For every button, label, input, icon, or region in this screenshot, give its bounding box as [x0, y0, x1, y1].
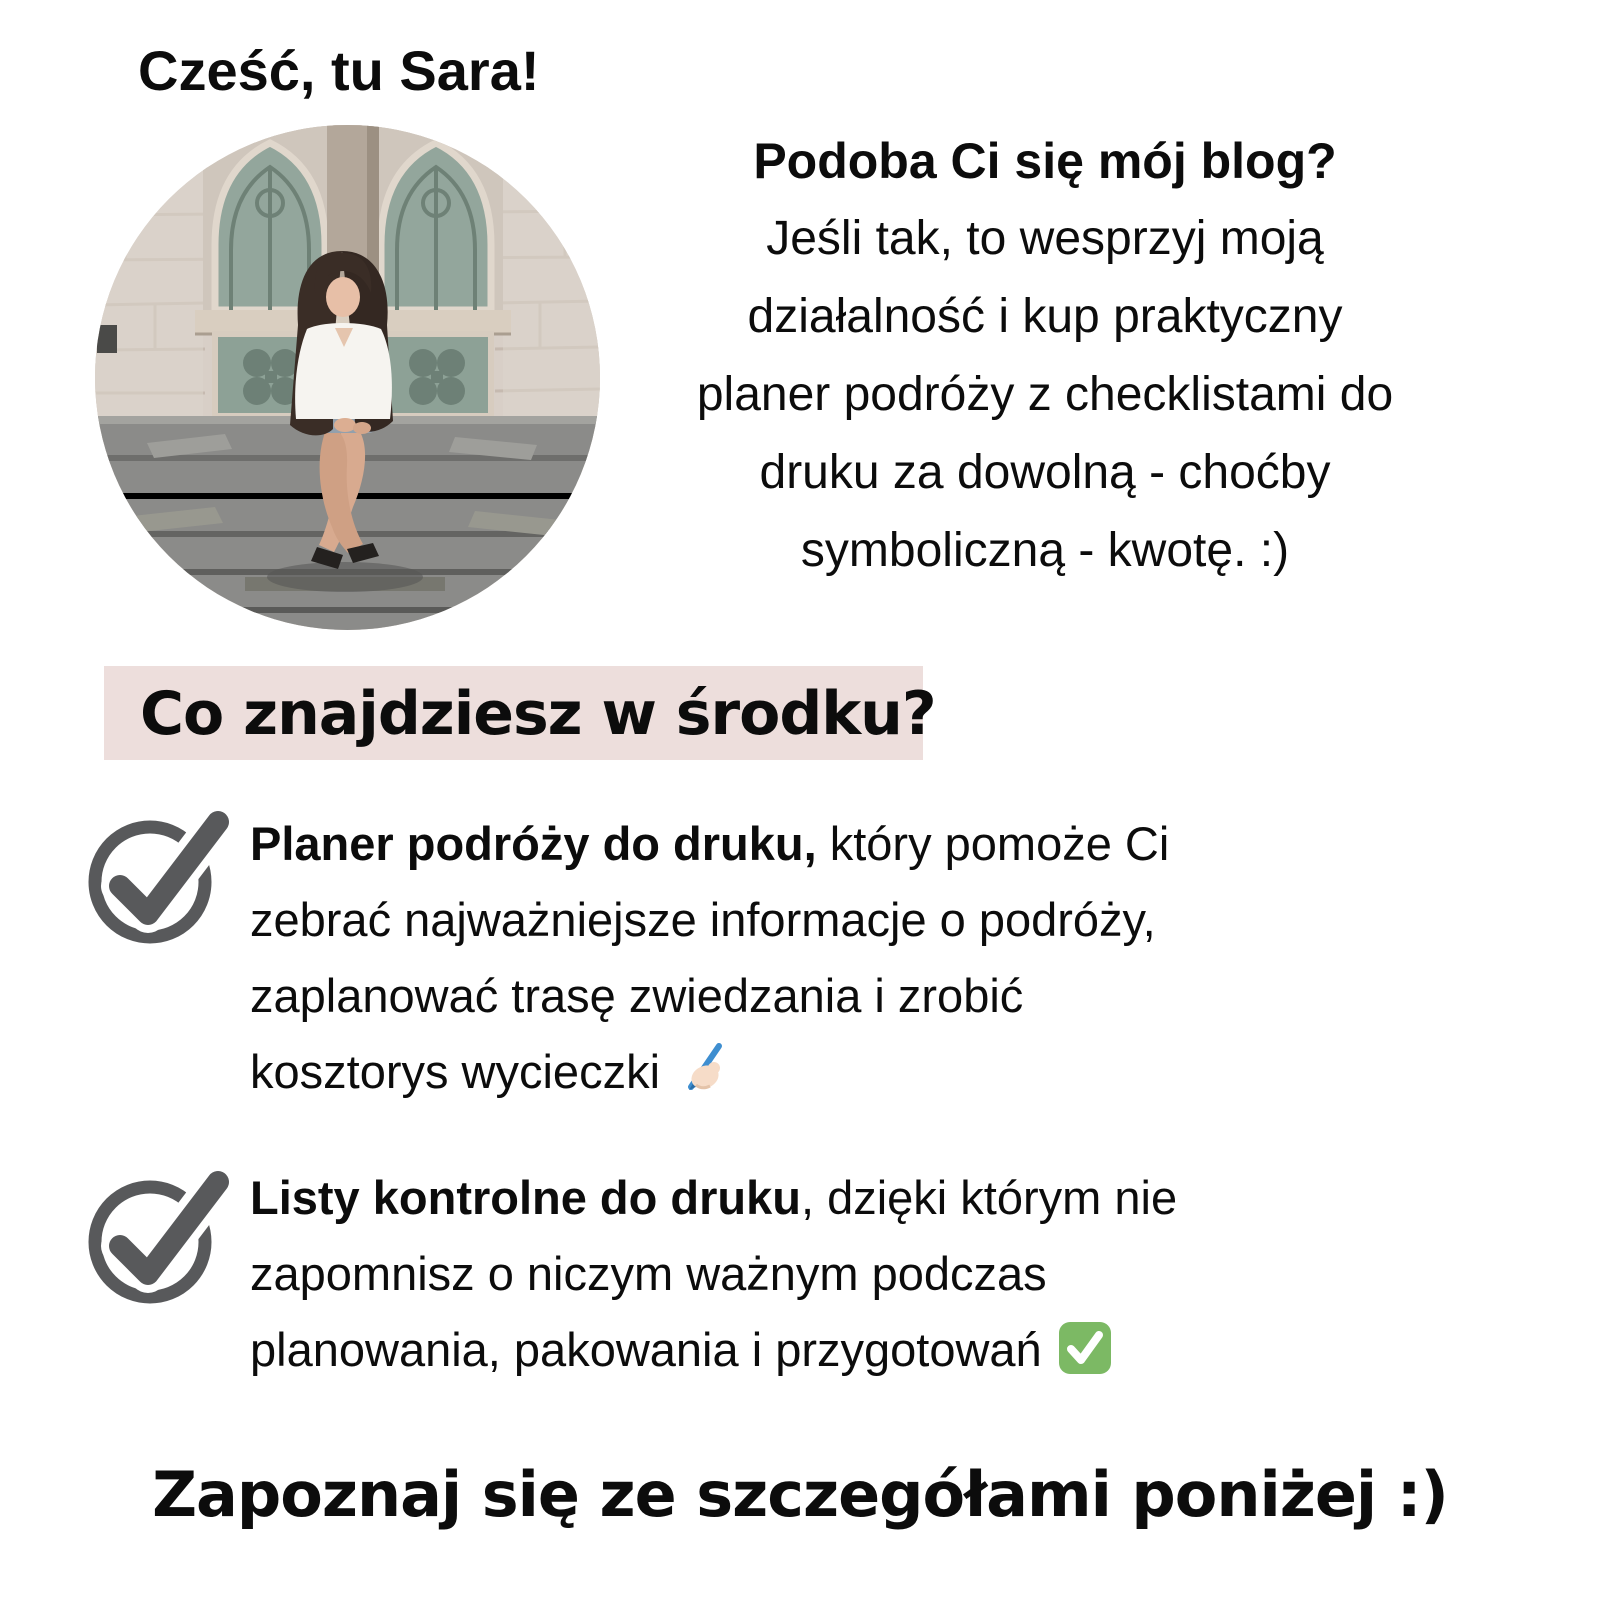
intro-line: działalność i kup praktyczny	[747, 290, 1343, 343]
bullet-line	[250, 1034, 1570, 1110]
bullet-line	[250, 1160, 1580, 1236]
bullet-bold-text: Listy kontrolne do druku	[250, 1171, 801, 1224]
checkmark-circle-icon	[88, 802, 236, 950]
wall-plaque	[97, 325, 117, 353]
intro-line: Jeśli tak, to wesprzyj moją	[766, 212, 1324, 265]
bullet-checklists	[250, 1160, 1580, 1388]
section-title-highlight	[104, 666, 936, 760]
intro-line: druku za dowolną - choćby	[759, 446, 1331, 499]
intro-text	[600, 122, 1490, 590]
bullet-line: zebrać najważniejsze informacje o podróży,	[250, 893, 1156, 946]
lower-window-right	[381, 334, 491, 416]
bullet-regular-text: kosztorys wycieczki	[250, 1045, 661, 1098]
intro-line: planer podróży z checklistami do	[696, 368, 1394, 421]
intro-line: symboliczną - kwotę. :)	[800, 524, 1290, 577]
green-checkbox-icon	[1056, 1319, 1114, 1377]
footer-cta: Zapoznaj się ze szczegółami poniżej :)	[152, 1458, 1448, 1531]
bullet-line: zapomnisz o niczym ważnym podczas	[250, 1247, 1047, 1300]
bullet-line	[250, 806, 1570, 882]
bullet-line: zaplanować trasę zwiedzania i zrobić	[250, 969, 1024, 1022]
bullet-regular-text: , dzięki którym nie	[800, 1171, 1178, 1224]
section-title: Co znajdziesz w środku?	[140, 679, 936, 749]
greeting-heading: Cześć, tu Sara!	[138, 39, 540, 102]
intro-question: Podoba Ci się mój blog?	[753, 133, 1337, 189]
bullet-planner	[250, 806, 1570, 1110]
bullet-regular-text: planowania, pakowania i przygotowań	[250, 1323, 1042, 1376]
wall-right	[503, 125, 600, 455]
profile-photo-illustration	[95, 125, 600, 630]
profile-photo	[95, 125, 600, 630]
bullet-regular-text: który pomoże Ci	[816, 817, 1170, 870]
checkmark-circle-icon	[88, 1162, 236, 1310]
bullet-bold-text: Planer podróży do druku,	[250, 817, 817, 870]
bullet-line	[250, 1312, 1580, 1388]
wall-left	[95, 125, 203, 455]
writing-hand-icon	[674, 1041, 732, 1099]
